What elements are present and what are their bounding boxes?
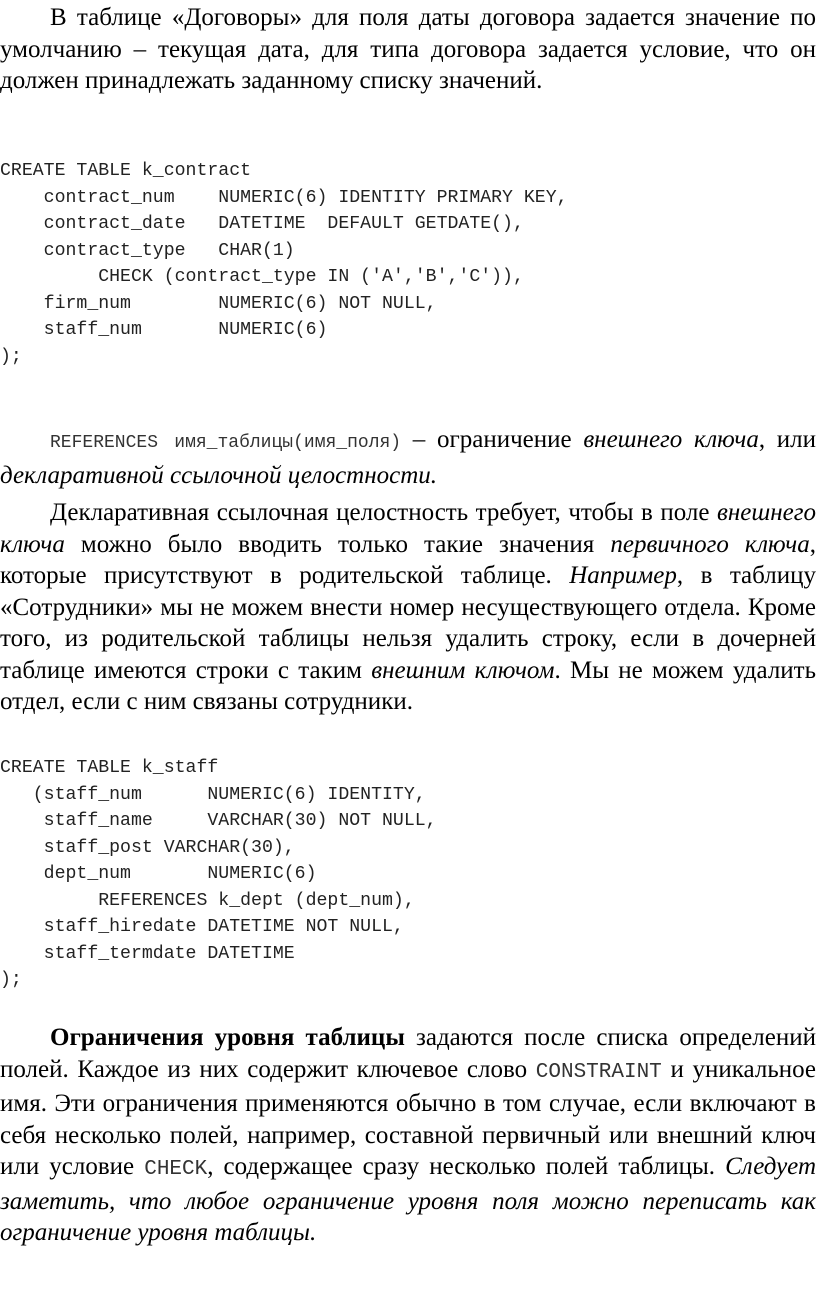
emphasis-primary-key: первичного ключа — [610, 530, 810, 558]
code-line: staff_num NUMERIC(6) — [0, 320, 328, 340]
text-run: можно было вводить только такие значения — [64, 530, 611, 558]
emphasis-declarative-integrity: декларативной ссылочной целостности. — [0, 461, 438, 489]
text-run: , или — [758, 426, 816, 453]
code-line: firm_num NUMERIC(6) NOT NULL, — [0, 293, 437, 314]
paragraph-text: В таблице «Договоры» для поля даты договора задается значение по умолчанию – текущая дата, для типа договора задается условие, что он должен принадлежать заданному списку значений. — [0, 4, 816, 94]
text-run: задаются после списка определений полей. Каждое из них содержит ключевое слово — [0, 1024, 816, 1083]
code-line: staff_post VARCHAR(30), — [0, 837, 295, 858]
paragraph-references — [0, 424, 816, 491]
emphasis-foreign-key: внешнего ключа — [0, 499, 816, 558]
bold-term-table-constraints: Ограничения уровня таблицы — [50, 1024, 405, 1051]
code-line: ); — [0, 970, 22, 990]
inline-code-references: REFERENCES имя_таблицы(имя_поля) — [50, 433, 402, 453]
code-line: contract_num NUMERIC(6) IDENTITY PRIMARY KEY, — [0, 187, 568, 208]
emphasis-example: Например — [569, 562, 677, 589]
emphasis-note: Следует заметить, что любое ограничение уровня поля можно переписать как ограничение уровня таблицы. — [0, 1153, 816, 1246]
text-run: , в таблицу «Сотрудники» мы не можем внести номер несуществующего отдела. Кроме того, из родительской таблицы нельзя удалить строку, если в дочерней таблице имеются строки с таким — [0, 562, 816, 684]
text-run: – ограничение — [401, 426, 584, 453]
code-line: CHECK (contract_type IN ('A','B','C')), — [0, 267, 524, 287]
code-line: (staff_num NUMERIC(6) IDENTITY, — [0, 784, 426, 805]
text-run: Декларативная ссылочная целостность требует, чтобы в поле — [50, 499, 718, 526]
code-block-k-contract — [0, 158, 816, 370]
inline-code-constraint: CONSTRAINT — [535, 1060, 662, 1084]
code-line: staff_termdate DATETIME — [0, 943, 295, 964]
paragraph-contracts-intro — [0, 2, 816, 97]
code-line: staff_name VARCHAR(30) NOT NULL, — [0, 811, 437, 831]
inline-code-check: CHECK — [144, 1158, 208, 1181]
code-line: staff_hiredate DATETIME NOT NULL, — [0, 917, 404, 937]
emphasis-foreign-key: внешнего ключа — [583, 426, 759, 453]
text-run: . Мы не можем удалить отдел, если с ним связаны сотрудники. — [0, 656, 816, 715]
code-line: contract_type CHAR(1) — [0, 240, 295, 261]
code-line: REFERENCES k_dept (dept_num), — [0, 890, 415, 911]
code-line: dept_num NUMERIC(6) — [0, 864, 317, 884]
paragraph-table-level-constraints — [0, 1022, 816, 1249]
text-run: , содержащее сразу несколько полей таблицы. — [207, 1153, 726, 1180]
emphasis-foreign-key: внешним ключом — [371, 656, 555, 684]
text-run: и уникальное имя. Эти ограничения применяются обычно в том случае, если включают в себя несколько полей, например, составной первичный или внешний ключ или условие — [0, 1055, 816, 1180]
code-block-k-staff — [0, 755, 816, 994]
code-line: CREATE TABLE k_contract — [0, 161, 252, 181]
text-run: , которые присутствуют в родительской таблице. — [0, 530, 816, 589]
paragraph-declarative-integrity — [0, 497, 816, 718]
code-line: contract_date DATETIME DEFAULT GETDATE(), — [0, 214, 524, 234]
code-line: ); — [0, 346, 22, 367]
code-line: CREATE TABLE k_staff — [0, 758, 219, 778]
